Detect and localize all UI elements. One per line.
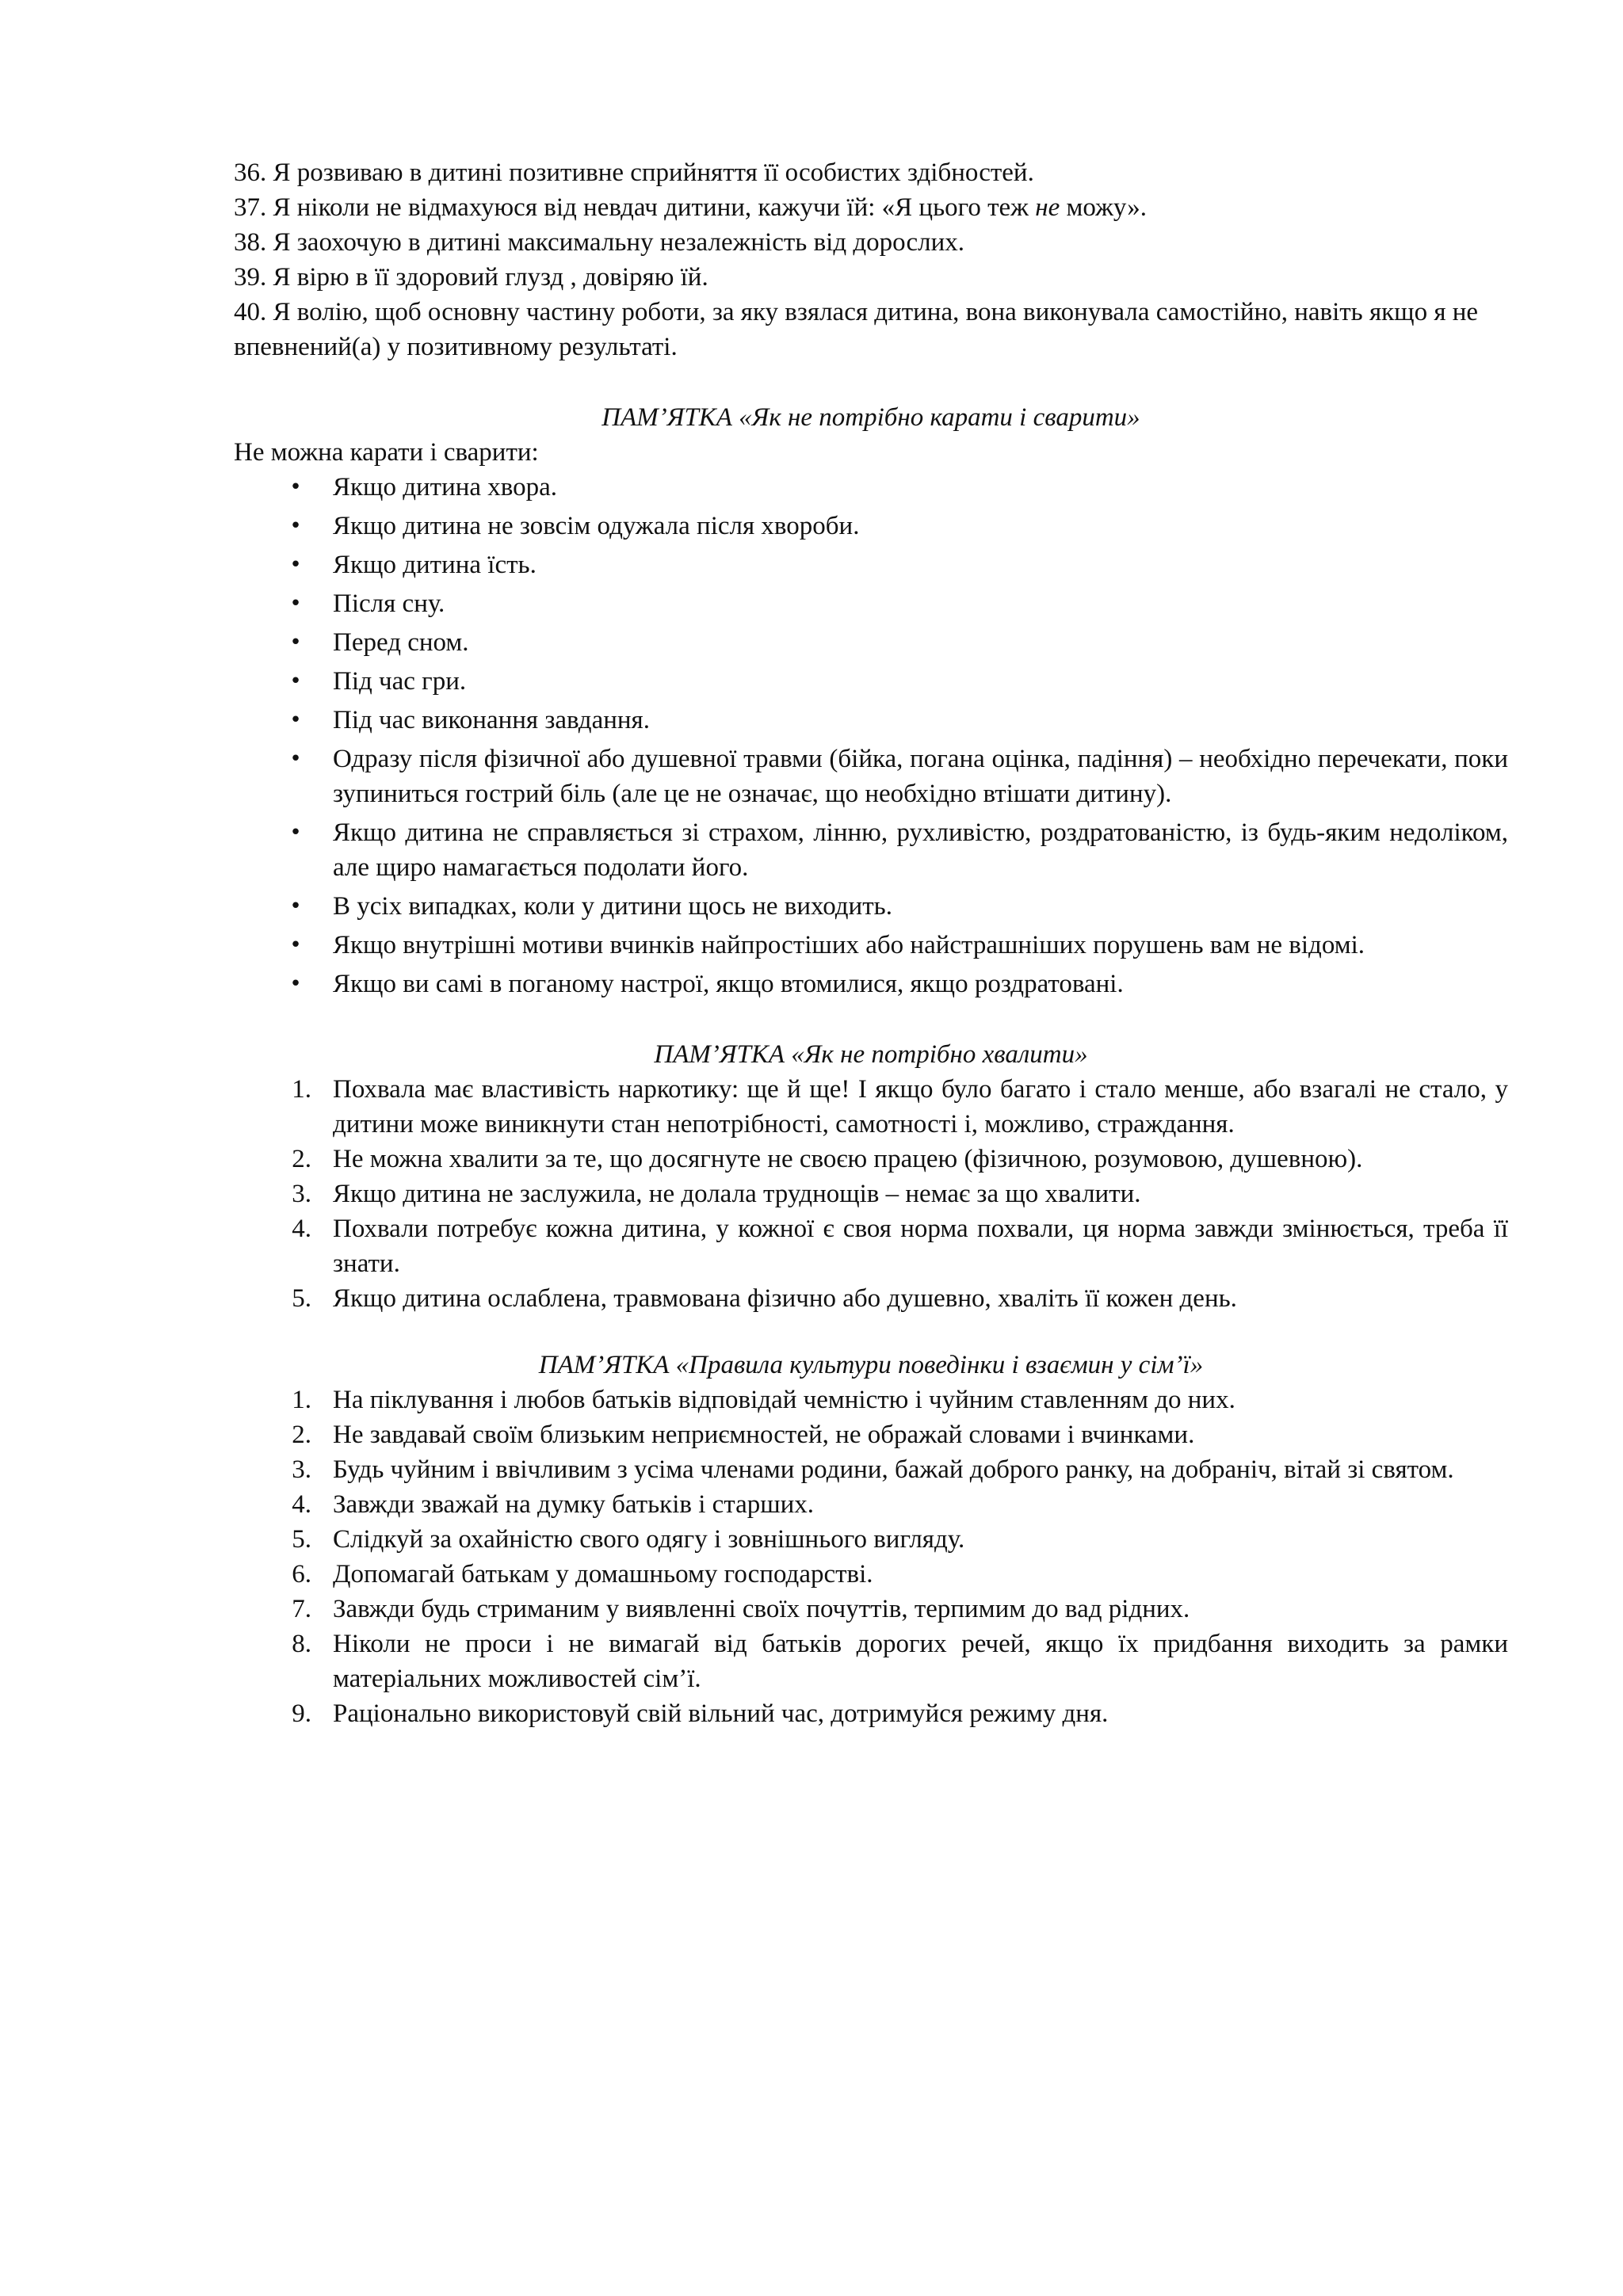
list-item: • Якщо дитина не зовсім одужала після хвороби.	[234, 509, 1508, 543]
item-number: 8.	[292, 1630, 311, 1658]
document-page	[234, 155, 1508, 1731]
list-item: • Під час виконання завдання.	[234, 703, 1508, 738]
family-rules-list	[234, 1383, 1508, 1731]
list-item: 5. Слідкуй за охайністю свого одягу і зовнішнього вигляду.	[234, 1522, 1508, 1557]
bullet-icon: •	[289, 592, 302, 616]
intro-item-37-text-b: можу».	[1060, 193, 1147, 222]
list-item: • Під час гри.	[234, 664, 1508, 699]
intro-item-37-text-a: 37. Я ніколи не відмахуюся від невдач дитини, кажучи їй: «Я цього теж	[234, 193, 1036, 222]
item-number: 2.	[292, 1421, 311, 1449]
bullet-icon: •	[289, 821, 302, 845]
spacer	[234, 364, 1508, 400]
item-number: 7.	[292, 1595, 311, 1623]
list-item: • Якщо внутрішні мотиви вчинків найпростіших або найстрашніших порушень вам не відомі.	[234, 928, 1508, 963]
list-item: 2. Не завдавай своїм близьким неприємностей, не ображай словами і вчинками.	[234, 1417, 1508, 1452]
bullet-icon: •	[289, 894, 302, 918]
list-item: 7. Завжди будь стриманим у виявленні своїх почуттів, терпимим до вад рідних.	[234, 1592, 1508, 1627]
list-item: 8. Ніколи не проси і не вимагай від батьків дорогих речей, якщо їх придбання виходить за рамки матеріальних можливостей сім’ї.	[234, 1627, 1508, 1696]
list-item: 9. Раціонально використовуй свій вільний час, дотримуйся режиму дня.	[234, 1696, 1508, 1731]
bullet-icon: •	[289, 631, 302, 654]
bullet-icon: •	[289, 972, 302, 996]
section-heading-family-rules: ПАМ’ЯТКА «Правила культури поведінки і взаємин у сім’ї»	[538, 1351, 1204, 1379]
intro-item-38: 38. Я заохочую в дитині максимальну незалежність від дорослих.	[234, 228, 965, 257]
bullet-icon: •	[289, 514, 302, 538]
list-item: • Якщо ви самі в поганому настрої, якщо втомилися, якщо роздратовані.	[234, 967, 1508, 1001]
intro-item-37-emphasis: не	[1035, 193, 1060, 222]
list-item: • Після сну.	[234, 586, 1508, 621]
section-lead-punish: Не можна карати і сварити:	[234, 438, 539, 467]
item-number: 9.	[292, 1699, 311, 1728]
bullet-icon: •	[289, 475, 302, 499]
intro-item-36: 36. Я розвиваю в дитині позитивне сприйняття її особистих здібностей.	[234, 158, 1034, 187]
list-item: 5. Якщо дитина ослаблена, травмована фізично або душевно, хваліть її кожен день.	[234, 1281, 1508, 1316]
bullet-icon: •	[289, 747, 302, 771]
list-item: • Якщо дитина не справляється зі страхом, лінню, рухливістю, роздратованістю, із будь-яким недоліком, але щиро намагається подолати його.	[234, 815, 1508, 885]
item-number: 2.	[292, 1145, 311, 1173]
list-item: • Перед сном.	[234, 625, 1508, 660]
list-item: 1. На піклування і любов батьків відповідай чемністю і чуйним ставленням до них.	[234, 1383, 1508, 1417]
item-number: 1.	[292, 1386, 311, 1414]
spacer	[234, 1005, 1508, 1037]
list-item: 1. Похвала має властивість наркотику: ще й ще! І якщо було багато і стало менше, або взагалі не стало, у дитини може виникнути стан непотрібності, самотності і, можливо, страждання.	[234, 1072, 1508, 1142]
item-number: 1.	[292, 1075, 311, 1104]
intro-item-40: 40. Я волію, щоб основну частину роботи, за яку взялася дитина, вона виконувала самостійно, навіть якщо я не впевнений(а) у позитивному результаті.	[234, 298, 1479, 361]
section-heading-praise: ПАМ’ЯТКА «Як не потрібно хвалити»	[654, 1040, 1088, 1069]
list-item: 3. Будь чуйним і ввічливим з усіма членами родини, бажай доброго ранку, на добраніч, вітай зі святом.	[234, 1452, 1508, 1487]
item-number: 5.	[292, 1525, 311, 1554]
punish-list	[234, 470, 1508, 1001]
list-item: • Якщо дитина хвора.	[234, 470, 1508, 505]
list-item: • Якщо дитина їсть.	[234, 547, 1508, 582]
list-item: 4. Похвали потребує кожна дитина, у кожної є своя норма похвали, ця норма завжди змінюється, треба її знати.	[234, 1211, 1508, 1281]
praise-list	[234, 1072, 1508, 1316]
section-heading-punish: ПАМ’ЯТКА «Як не потрібно карати і сварити»	[601, 403, 1140, 432]
bullet-icon: •	[289, 933, 302, 957]
list-item: 2. Не можна хвалити за те, що досягнуте не своєю працею (фізичною, розумовою, душевною).	[234, 1142, 1508, 1177]
list-item: • Одразу після фізичної або душевної травми (бійка, погана оцінка, падіння) – необхідно перечекати, поки зупиниться гострий біль (але це не означає, що необхідно втішати дитину).	[234, 742, 1508, 811]
bullet-icon: •	[289, 708, 302, 732]
list-item: 6. Допомагай батькам у домашньому господарстві.	[234, 1557, 1508, 1592]
item-number: 3.	[292, 1180, 311, 1208]
intro-item-37	[234, 190, 1508, 225]
list-item: 4. Завжди зважай на думку батьків і старших.	[234, 1487, 1508, 1522]
item-number: 3.	[292, 1455, 311, 1484]
item-number: 6.	[292, 1560, 311, 1589]
list-item: • В усіх випадках, коли у дитини щось не виходить.	[234, 889, 1508, 924]
bullet-icon: •	[289, 669, 302, 693]
bullet-icon: •	[289, 553, 302, 577]
spacer	[234, 1316, 1508, 1348]
intro-item-39: 39. Я вірю в її здоровий глузд , довіряю їй.	[234, 263, 708, 292]
item-number: 4.	[292, 1490, 311, 1519]
item-number: 4.	[292, 1215, 311, 1243]
list-item: 3. Якщо дитина не заслужила, не долала труднощів – немає за що хвалити.	[234, 1177, 1508, 1211]
item-number: 5.	[292, 1284, 311, 1313]
